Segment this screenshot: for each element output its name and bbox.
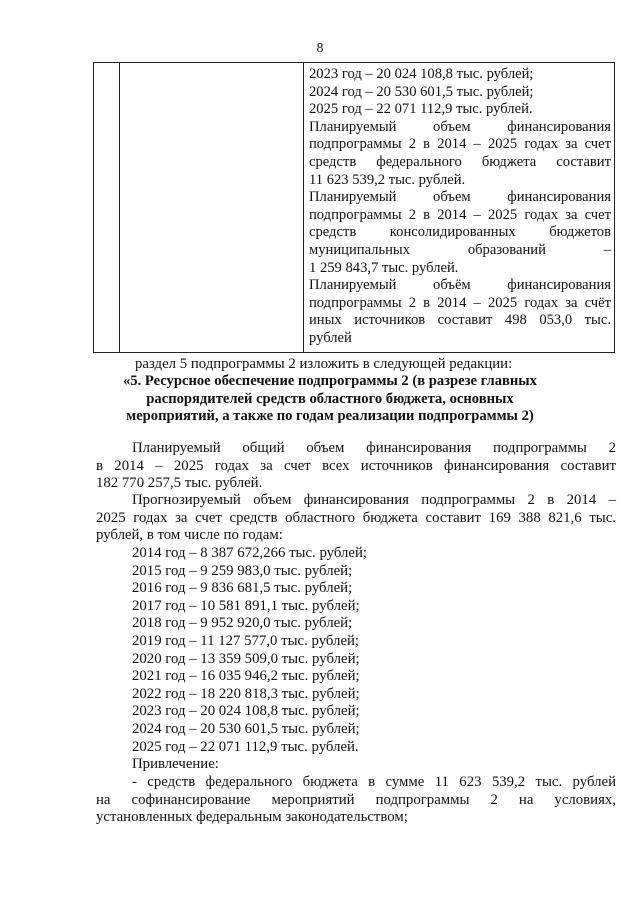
- table-cell-line: Планируемый объем финансирования: [309, 189, 611, 206]
- paragraph-line: установленных федеральным законодательством;: [96, 809, 408, 826]
- year-item: 2019 год – 11 127 577,0 тыс. рублей;: [132, 632, 360, 649]
- year-item: 2020 год – 13 359 509,0 тыс. рублей;: [132, 650, 360, 667]
- paragraph-line: на софинансирование мероприятий подпрограммы 2 на условиях,: [96, 791, 616, 808]
- paragraph-line: - средств федерального бюджета в сумме 11 623 539,2 тыс. рублей: [132, 774, 616, 790]
- section-heading: [60, 373, 600, 426]
- table-cell-line: муниципальных образований –: [309, 241, 611, 258]
- year-item: 2018 год – 9 952 920,0 тыс. рублей;: [132, 615, 353, 632]
- attraction-label: Привлечение:: [132, 756, 219, 772]
- paragraph-line: рублей, в том числе по годам:: [96, 527, 283, 544]
- table-cell-line: подпрограммы 2 в 2014 – 2025 годах за счет: [309, 136, 611, 153]
- table-cell-label: [120, 63, 304, 353]
- heading-line: мероприятий, а также по годам реализации подпрограммы 2): [126, 408, 534, 425]
- year-item: 2014 год – 8 387 672,266 тыс. рублей;: [132, 545, 367, 561]
- year-item: 2025 год – 22 071 112,9 тыс. рублей.: [132, 738, 359, 755]
- year-item: 2024 год – 20 530 601,5 тыс. рублей;: [132, 720, 360, 737]
- table-cell-content: [304, 63, 615, 353]
- paragraph-federal: [96, 774, 616, 827]
- table-cell-line: рублей: [309, 329, 352, 346]
- paragraph-line: 182 770 257,5 тыс. рублей.: [96, 475, 263, 492]
- page-number: 8: [316, 41, 324, 56]
- year-item: 2016 год – 9 836 681,5 тыс. рублей;: [132, 580, 353, 597]
- year-item: 2017 год – 10 581 891,1 тыс. рублей;: [132, 597, 360, 614]
- table-cell-line: 2024 год – 20 530 601,5 тыс. рублей;: [309, 83, 534, 100]
- table-cell-line: иных источников составит 498 053,0 тыс.: [309, 312, 611, 329]
- paragraph-line: в 2014 – 2025 годах за счет всех источников финансирования составит: [96, 457, 616, 474]
- table-cell-line: подпрограммы 2 в 2014 – 2025 годах за счёт: [309, 294, 611, 311]
- heading-line: «5. Ресурсное обеспечение подпрограммы 2 (в разрезе главных: [123, 373, 537, 389]
- table-cell-line: Планируемый объем финансирования: [309, 118, 611, 135]
- table-cell-number: [94, 63, 120, 353]
- table-cell-line: 2025 год – 22 071 112,9 тыс. рублей.: [309, 101, 533, 118]
- year-item: 2021 год – 16 035 946,2 тыс. рублей;: [132, 668, 360, 685]
- year-item: 2015 год – 9 259 983,0 тыс. рублей;: [132, 562, 353, 579]
- paragraph-line: Прогнозируемый объем финансирования подпрограммы 2 в 2014 –: [132, 492, 616, 508]
- heading-line: распорядителей средств областного бюджета, основных: [146, 390, 514, 407]
- table-cell-line: средств консолидированных бюджетов: [309, 224, 611, 241]
- year-item: 2023 год – 20 024 108,8 тыс. рублей;: [132, 703, 360, 720]
- table-cell-line: 2023 год – 20 024 108,8 тыс. рублей;: [309, 66, 534, 82]
- table-cell-line: подпрограммы 2 в 2014 – 2025 годах за счет: [309, 206, 611, 223]
- paragraph-regional: [96, 492, 616, 545]
- year-item: 2022 год – 18 220 818,3 тыс. рублей;: [132, 685, 360, 702]
- paragraph-total: [96, 440, 616, 493]
- paragraph-line: Планируемый общий объем финансирования подпрограммы 2: [132, 440, 616, 456]
- table-cell-line: средств федерального бюджета составит: [309, 153, 611, 170]
- financing-table: [93, 62, 615, 353]
- table-row: [94, 63, 615, 353]
- table-cell-line: 1 259 843,7 тыс. рублей.: [309, 259, 459, 276]
- intro-text: раздел 5 подпрограммы 2 изложить в следующей редакции:: [135, 356, 513, 372]
- paragraph-line: 2025 годах за счет средств областного бюджета составит 169 388 821,6 тыс.: [96, 509, 616, 526]
- years-list: [96, 545, 616, 756]
- table-cell-line: 11 623 539,2 тыс. рублей.: [309, 171, 466, 188]
- table-cell-line: Планируемый объём финансирования: [309, 277, 611, 294]
